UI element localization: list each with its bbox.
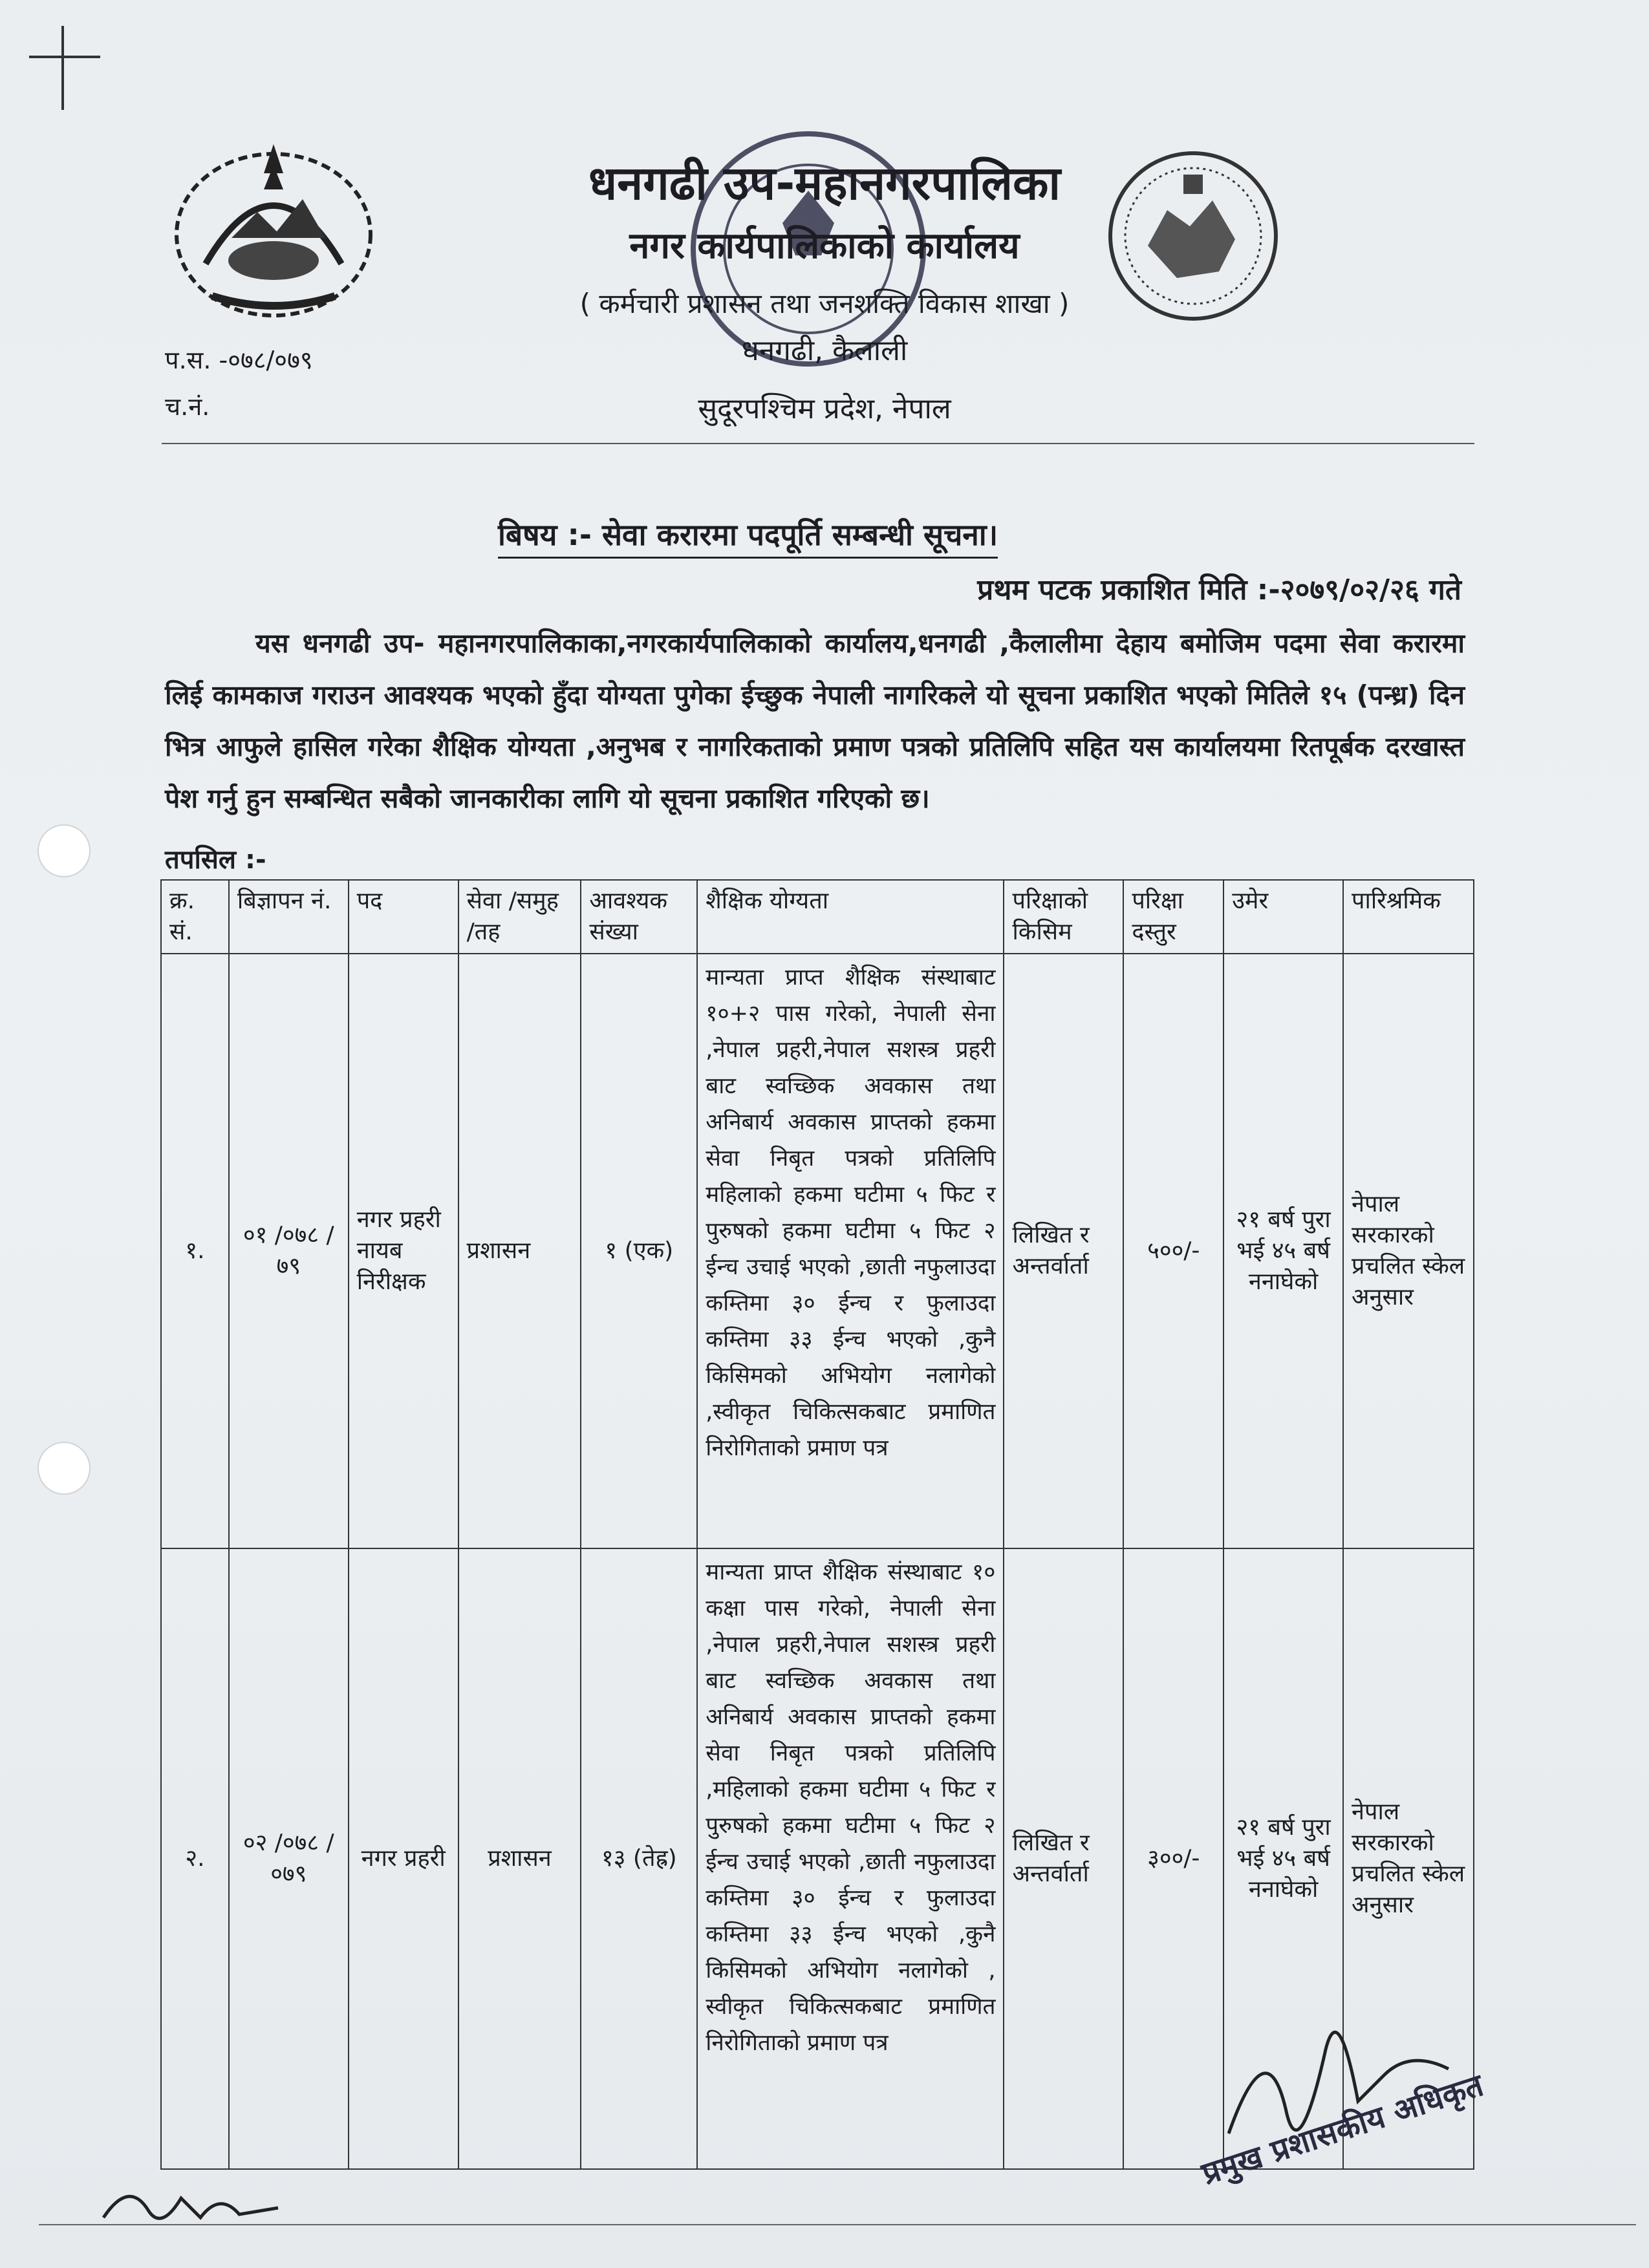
footer-divider [39,2224,1636,2225]
cell-service: प्रशासन [458,1548,581,2169]
cell-exam-fee: ३००/- [1123,1548,1223,2169]
cell-salary: नेपाल सरकारको प्रचलित स्केल अनुसार [1343,954,1474,1548]
cell-serial: १. [161,954,229,1548]
cell-post: नगर प्रहरी [349,1548,458,2169]
col-header: बिज्ञापन नं. [229,880,349,954]
cell-exam-type: लिखित र अन्तर्वार्ता [1004,1548,1123,2169]
cell-ad-number: ०१ /०७८ /७९ [229,954,349,1548]
col-header: शैक्षिक योग्यता [697,880,1004,954]
dispatch-number: च.नं. [165,392,210,421]
cell-serial: २. [161,1548,229,2169]
col-header: पारिश्रमिक [1343,880,1474,954]
publish-date: प्रथम पटक प्रकाशित मिति :-२०७९/०२/२६ गते [977,573,1461,606]
cell-count: १ (एक) [581,954,697,1548]
office-subheading: नगर कार्यपालिकाको कार्यालय [629,225,1020,267]
cell-service: प्रशासन [458,954,581,1548]
handwritten-cross-mark-bar [29,56,100,58]
header-divider [162,443,1474,444]
cell-age: २१ बर्ष पुरा भई ४५ बर्ष ननाघेको [1223,1548,1343,2169]
col-header: पद [349,880,458,954]
cell-ad-number: ०२ /०७८ /०७९ [229,1548,349,2169]
cell-salary: नेपाल सरकारको प्रचलित स्केल अनुसार [1343,1548,1474,2169]
address-line: धनगढी, कैलाली [741,334,908,367]
notice-subject: बिषय :- सेवा करारमा पदपूर्ति सम्बन्धी सूचना। [498,514,998,559]
col-header: उमेर [1223,880,1343,954]
cell-age: २१ बर्ष पुरा भई ४५ बर्ष ननाघेको [1223,954,1343,1548]
col-header: सेवा /समुह /तह [458,880,581,954]
details-label: तपसिल :- [165,845,266,875]
section-name: ( कर्मचारी प्रशासन तथा जनशक्ति विकास शाखा ) [579,288,1070,319]
punch-hole [38,824,91,877]
signatory-title: प्रमुख प्रशासकीय अधिकृत [1197,2067,1488,2192]
col-header: आवश्यक संख्या [581,880,697,954]
letter-ref-number: प.स. -०७८/०७९ [165,346,313,374]
notice-body: यस धनगढी उप- महानगरपालिकाका,नगरकार्यपालिकाको कार्यालय,धनगढी ,कैलालीमा देहाय बमोजिम पदमा सेवा करारमा लिई कामकाज गराउन आवश्यक भएको हुँदा योग्यता पुगेका ईच्छुक नेपाली नागरिकले यो सूचना प्रकाशित भएको मितिले १५ (पन्ध्र) दिन भित्र आफुले हासिल गरेका शैक्षिक योग्यता ,अनुभब र नागरिकताको प्रमाण पत्रको प्रतिलिपि सहित यस कार्यालयमा रितपूर्बक दरखास्त पेश गर्नु हुन सम्बन्धित सबैको जानकारीका लागि यो सूचना प्रकाशित गरिएको छ। [165,628,1465,814]
cell-exam-fee: ५००/- [1123,954,1223,1548]
cell-post: नगर प्रहरी नायब निरीक्षक [349,954,458,1548]
col-header: क्र. सं. [161,880,229,954]
cell-count: १३ (तेह्र) [581,1548,697,2169]
cell-qualification: मान्यता प्राप्त शैक्षिक संस्थाबाट १० कक्षा पास गरेको, नेपाली सेना ,नेपाल प्रहरी,नेपाल सशस्त्र प्रहरी बाट स्वच्छिक अवकास तथा अनिबार्य अवकास प्राप्तको हकमा सेवा निबृत पत्रको प्रतिलिपि ,महिलाको हकमा घटीमा ५ फिट र पुरुषको हकमा घटीमा ५ फिट २ ईन्च उचाई भएको ,छाती नफुलाउदा कम्तिमा ३० ईन्च र फुलाउदा कम्तिमा ३३ ईन्च भएको ,कुनै किसिमको अभियोग नलागेको , स्वीकृत चिकित्सकबाट प्रमाणित निरोगिताको प्रमाण पत्र [697,1548,1004,2169]
handwritten-cross-mark [61,26,64,110]
office-name-heading: धनगढी उप-महानगरपालिका [588,156,1061,210]
cell-qualification: मान्यता प्राप्त शैक्षिक संस्थाबाट १०+२ पास गरेको, नेपाली सेना ,नेपाल प्रहरी,नेपाल सशस्त्र प्रहरी बाट स्वच्छिक अवकास तथा अनिबार्य अवकास प्राप्तको हकमा सेवा निबृत पत्रको प्रतिलिपि महिलाको हकमा घटीमा ५ फिट र पुरुषको हकमा घटीमा ५ फिट २ ईन्च उचाई भएको ,छाती नफुलाउदा कम्तिमा ३० ईन्च र फुलाउदा कम्तिमा ३३ ईन्च भएको ,कुनै किसिमको अभियोग नलागेको ,स्वीकृत चिकित्सकबाट प्रमाणित निरोगिताको प्रमाण पत्र [697,954,1004,1548]
table-header-row [161,880,1474,954]
cell-exam-type: लिखित र अन्तर्वार्ता [1004,954,1123,1548]
col-header: परिक्षा दस्तुर [1123,880,1223,954]
punch-hole [38,1442,91,1495]
col-header: परिक्षाको किसिम [1004,880,1123,954]
province-line: सुदूरपश्चिम प्रदेश, नेपाल [698,392,951,425]
table-row [161,954,1474,1548]
signature-initials-icon [91,2172,297,2237]
